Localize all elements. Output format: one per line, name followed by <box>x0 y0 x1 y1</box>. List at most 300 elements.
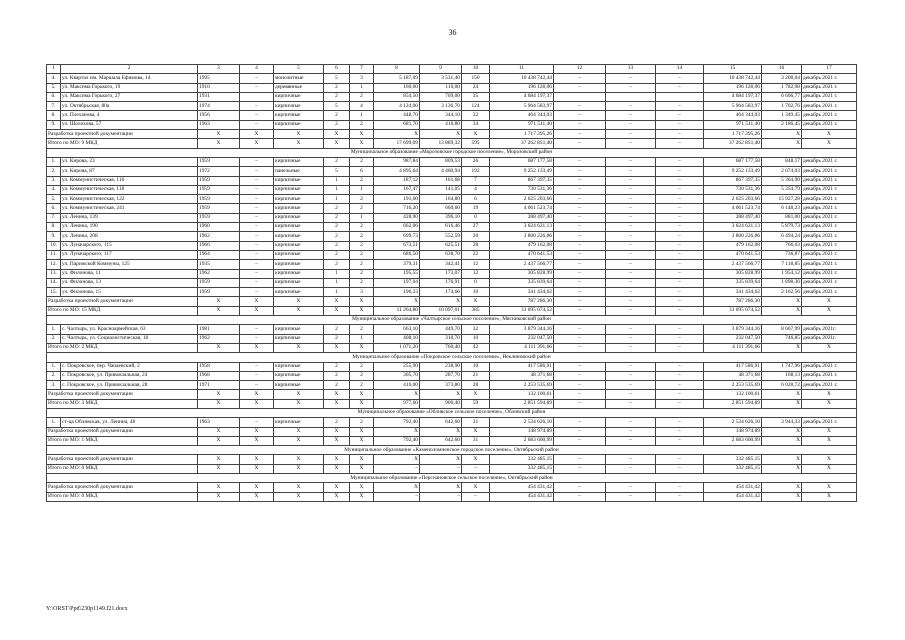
column-number-cell: 5 <box>274 65 324 74</box>
table-cell: X <box>802 130 857 139</box>
table-cell: с. Покровское, пер. Чапаевский, 2 <box>61 362 198 371</box>
table-cell: 736,87 <box>762 250 802 259</box>
table-cell: кирпичные <box>274 325 324 334</box>
table-cell: 3 800 226,86 <box>704 232 762 241</box>
table-cell: – <box>554 111 606 120</box>
table-cell: декабрь 2021 г. <box>802 92 857 101</box>
table-cell: 6 028,72 <box>762 381 802 390</box>
table-cell: 417 586,91 <box>490 362 554 371</box>
table-cell: 2. <box>47 371 61 380</box>
table-cell: X <box>802 483 857 492</box>
table-cell: – <box>554 399 606 408</box>
table-row <box>47 92 857 101</box>
table-cell: 48 371,68 <box>490 371 554 380</box>
table-cell: – <box>554 223 606 232</box>
table-cell: с. Чалтырь, ул. Социалистическая, 18 <box>61 334 198 343</box>
table-cell: – <box>554 325 606 334</box>
table-cell: с. Чалтырь, ул. Красноармейская, 63 <box>61 325 198 334</box>
table-cell: 2 <box>324 157 350 166</box>
table-row <box>47 213 857 222</box>
table-cell: X <box>762 139 802 148</box>
table-cell: – <box>462 492 490 501</box>
municipality-section-row <box>47 316 857 325</box>
table-cell: 9 252 133,49 <box>704 167 762 176</box>
table-cell: X <box>802 436 857 445</box>
table-cell: 1 954,12 <box>762 269 802 278</box>
table-cell: 8. <box>47 223 61 232</box>
table-cell: – <box>656 297 704 306</box>
table-cell: декабрь 2021 г. <box>802 241 857 250</box>
table-cell: 12. <box>47 260 61 269</box>
table-cell: 687 177,58 <box>490 157 554 166</box>
table-cell: X <box>802 139 857 148</box>
table-cell: 454 431,42 <box>490 492 554 501</box>
table-cell: X <box>350 390 374 399</box>
table-cell: – <box>240 260 274 269</box>
table-cell: 2 <box>350 157 374 166</box>
table-cell: – <box>606 390 656 399</box>
table-cell: 1971 <box>198 381 240 390</box>
table-cell: – <box>656 418 704 427</box>
table-cell: ул. Луначарского, 115 <box>61 241 198 250</box>
table-cell: 3 <box>350 74 374 83</box>
table-cell: 167,47 <box>374 185 420 194</box>
table-cell: декабрь 2021 г. <box>802 223 857 232</box>
table-cell: – <box>240 185 274 194</box>
table-cell: монолитные <box>274 74 324 83</box>
table-cell: – <box>554 492 606 501</box>
table-cell: 552,59 <box>420 232 462 241</box>
table-cell: X <box>324 297 350 306</box>
table-cell: – <box>656 427 704 436</box>
table-cell: – <box>554 102 606 111</box>
table-cell: X <box>802 464 857 473</box>
table-cell: – <box>656 204 704 213</box>
table-cell: X <box>762 464 802 473</box>
table-cell: 1 <box>324 288 350 297</box>
table-cell: 13 889,32 <box>420 139 462 148</box>
municipality-section-row <box>47 446 857 455</box>
table-cell: 3 879 344,16 <box>490 325 554 334</box>
table-cell: 32 <box>462 325 490 334</box>
table-row <box>47 223 857 232</box>
table-cell: X <box>324 464 350 473</box>
table-cell: 305 828,99 <box>704 269 762 278</box>
table-cell: X <box>198 455 240 464</box>
table-cell: – <box>554 269 606 278</box>
municipality-section-row <box>47 474 857 483</box>
table-cell: 232 047,50 <box>704 334 762 343</box>
housing-repair-table <box>46 64 857 502</box>
table-cell: 4 <box>462 185 490 194</box>
table-cell: 6 <box>350 167 374 176</box>
table-row <box>47 157 857 166</box>
table-cell: X <box>802 343 857 352</box>
table-cell: 6. <box>47 204 61 213</box>
table-cell: – <box>606 492 656 501</box>
table-cell: – <box>606 241 656 250</box>
table-cell: 1. <box>47 362 61 371</box>
table-cell: 7 <box>462 176 490 185</box>
table-cell: – <box>606 436 656 445</box>
table-row <box>47 362 857 371</box>
table-cell: кирпичные <box>274 204 324 213</box>
table-cell: 1935 <box>198 260 240 269</box>
table-cell: – <box>656 464 704 473</box>
table-cell: – <box>656 325 704 334</box>
column-number-cell: 12 <box>554 65 606 74</box>
table-cell: 59 <box>462 399 490 408</box>
table-cell: – <box>240 204 274 213</box>
table-cell: 5 <box>324 74 350 83</box>
table-cell: 1981 <box>198 325 240 334</box>
table-cell: 37 262 851,40 <box>490 139 554 148</box>
table-cell: 10. <box>47 241 61 250</box>
table-cell: X <box>274 464 324 473</box>
table-cell: 1 <box>350 185 374 194</box>
table-cell: – <box>606 483 656 492</box>
table-cell <box>554 92 606 101</box>
table-cell: 238,90 <box>420 362 462 371</box>
table-cell: 1 <box>350 83 374 92</box>
table-cell: X <box>420 130 462 139</box>
table-cell: X <box>350 130 374 139</box>
table-cell: 3 624 621,13 <box>490 223 554 232</box>
table-cell: 132 100,61 <box>490 390 554 399</box>
table-cell: X <box>350 483 374 492</box>
table-cell: X <box>762 297 802 306</box>
table-cell: ул. Октябрьская, 80а <box>61 102 198 111</box>
table-cell: 160,00 <box>374 83 420 92</box>
table-cell: деревянные <box>274 83 324 92</box>
summary-label: Разработка проектной документации <box>47 297 198 306</box>
table-cell: X <box>802 297 857 306</box>
table-cell: 662,06 <box>374 223 420 232</box>
table-cell: 2 <box>324 381 350 390</box>
summary-label: Разработка проектной документации <box>47 390 198 399</box>
table-cell: X <box>350 427 374 436</box>
table-cell: 132 100,61 <box>704 390 762 399</box>
table-cell: 6. <box>47 92 61 101</box>
table-cell: X <box>462 483 490 492</box>
table-row <box>47 334 857 343</box>
table-cell: – <box>554 306 606 315</box>
table-cell: 1. <box>47 157 61 166</box>
table-cell: 625,51 <box>420 241 462 250</box>
table-cell: – <box>606 167 656 176</box>
table-cell: 3. <box>47 381 61 390</box>
table-cell: X <box>324 343 350 352</box>
table-cell: 5 364,90 <box>762 176 802 185</box>
table-row <box>47 269 857 278</box>
table-cell: 1956 <box>198 111 240 120</box>
table-cell: – <box>656 241 704 250</box>
table-cell: 663,10 <box>374 325 420 334</box>
table-cell: X <box>274 492 324 501</box>
table-cell: X <box>350 492 374 501</box>
table-cell: 196,33 <box>374 288 420 297</box>
table-cell: 4. <box>47 185 61 194</box>
table-cell: 3 624 621,13 <box>704 223 762 232</box>
table-cell: X <box>762 427 802 436</box>
table-cell: – <box>420 492 462 501</box>
table-cell: 2 <box>324 213 350 222</box>
table-cell: 15. <box>47 288 61 297</box>
table-cell: 454 431,42 <box>704 483 762 492</box>
table-cell: 1964 <box>198 250 240 259</box>
table-cell: 191,60 <box>374 195 420 204</box>
table-cell: – <box>554 455 606 464</box>
table-cell: – <box>554 204 606 213</box>
table-cell: – <box>606 176 656 185</box>
table-cell: 1 <box>324 185 350 194</box>
table-cell: – <box>656 390 704 399</box>
table-cell: декабрь 2021 г. <box>802 74 857 83</box>
table-cell: 673,51 <box>374 241 420 250</box>
table-cell: 1 782,98 <box>762 83 802 92</box>
table-cell: X <box>374 427 420 436</box>
table-cell: – <box>606 223 656 232</box>
summary-row <box>47 390 857 399</box>
table-cell: 9. <box>47 232 61 241</box>
table-cell: 2 <box>350 371 374 380</box>
table-cell: – <box>240 278 274 287</box>
table-cell: 8. <box>47 111 61 120</box>
table-cell: 161,68 <box>420 176 462 185</box>
table-cell: 7 118,85 <box>762 260 802 269</box>
table-row <box>47 176 857 185</box>
table-cell: 20 <box>462 232 490 241</box>
table-row <box>47 74 857 83</box>
table-cell: X <box>802 306 857 315</box>
table-cell: 479 162,08 <box>490 241 554 250</box>
table-cell: X <box>350 455 374 464</box>
table-cell: – <box>554 232 606 241</box>
table-cell: 5 <box>324 167 350 176</box>
table-cell: 4 061 523,74 <box>704 204 762 213</box>
table-cell: декабрь 2021г. <box>802 325 857 334</box>
table-cell: 2. <box>47 334 61 343</box>
table-cell: – <box>554 250 606 259</box>
table-cell: X <box>198 130 240 139</box>
table-cell: 1 <box>350 111 374 120</box>
table-cell: – <box>606 464 656 473</box>
table-cell: 792,40 <box>374 418 420 427</box>
municipality-section-row <box>47 148 857 157</box>
column-number-cell: 3 <box>198 65 240 74</box>
table-cell: X <box>762 306 802 315</box>
column-number-cell: 14 <box>656 65 704 74</box>
table-cell: с. Покровское, ул. Привокзальная, 28 <box>61 381 198 390</box>
table-cell: 1959 <box>198 278 240 287</box>
table-cell: 2 <box>324 418 350 427</box>
table-cell: 2 <box>350 120 374 129</box>
table-cell: X <box>420 297 462 306</box>
table-cell: – <box>606 139 656 148</box>
table-cell: 638,70 <box>420 250 462 259</box>
table-cell: 787 286,30 <box>490 297 554 306</box>
table-cell: – <box>656 362 704 371</box>
table-row <box>47 278 857 287</box>
table-cell: кирпичные <box>274 195 324 204</box>
table-cell: X <box>420 483 462 492</box>
table-cell: X <box>240 436 274 445</box>
table-cell: X <box>274 390 324 399</box>
table-cell: 10 097,01 <box>420 306 462 315</box>
table-cell: 449,70 <box>420 325 462 334</box>
column-number-cell: 2 <box>61 65 198 74</box>
table-cell: – <box>554 130 606 139</box>
table-cell: ул. Ленина, 139 <box>61 213 198 222</box>
table-cell: – <box>554 157 606 166</box>
table-cell: 2 <box>350 278 374 287</box>
table-cell: 6 494,24 <box>762 232 802 241</box>
table-cell: – <box>554 74 606 83</box>
table-cell: – <box>554 278 606 287</box>
table-cell: 1931 <box>198 92 240 101</box>
table-cell: – <box>656 269 704 278</box>
table-cell: X <box>462 390 490 399</box>
table-cell: 2 253 535,69 <box>490 381 554 390</box>
table-cell: X <box>802 455 857 464</box>
table-cell: X <box>350 343 374 352</box>
table-cell: 681,70 <box>374 120 420 129</box>
table-cell: 2. <box>47 167 61 176</box>
table-cell: – <box>240 381 274 390</box>
municipality-title: Муниципальное образование «Персиановское сельское поселение», Октябрьский район <box>47 474 857 483</box>
table-cell: 4 111 391,66 <box>704 343 762 352</box>
table-cell: – <box>554 176 606 185</box>
table-cell: X <box>762 399 802 408</box>
table-cell: – <box>606 111 656 120</box>
table-cell: – <box>554 427 606 436</box>
table-cell: – <box>240 269 274 278</box>
table-cell: 2 <box>350 260 374 269</box>
table-cell: 305 828,99 <box>490 269 554 278</box>
table-cell: X <box>374 390 420 399</box>
table-cell: – <box>656 213 704 222</box>
table-cell: – <box>240 83 274 92</box>
summary-label: Разработка проектной документации <box>47 455 198 464</box>
table-cell: ул. Коммунистическая, 118 <box>61 185 198 194</box>
table-cell: – <box>240 111 274 120</box>
column-number-cell: 16 <box>762 65 802 74</box>
column-number-header-row <box>47 65 857 74</box>
table-cell: 24 <box>462 83 490 92</box>
column-number-cell: 13 <box>606 65 656 74</box>
table-cell: 1 <box>324 176 350 185</box>
table-cell: X <box>324 483 350 492</box>
table-cell: 746,85 <box>762 334 802 343</box>
table-cell: X <box>420 455 462 464</box>
column-number-cell: 6 <box>324 65 350 74</box>
table-cell: – <box>554 418 606 427</box>
table-cell: – <box>656 83 704 92</box>
table-cell: X <box>240 399 274 408</box>
table-cell: 5 354,79 <box>762 185 802 194</box>
table-cell: – <box>656 288 704 297</box>
table-cell: X <box>324 436 350 445</box>
table-cell: – <box>656 492 704 501</box>
table-cell: – <box>606 102 656 111</box>
table-cell: 2 683 600,99 <box>704 436 762 445</box>
table-cell: кирпичные <box>274 241 324 250</box>
table-cell: 854,50 <box>374 92 420 101</box>
table-cell: 1 747,96 <box>762 362 802 371</box>
summary-label: Разработка проектной документации <box>47 130 198 139</box>
table-row <box>47 83 857 92</box>
table-cell: ул. Филонова, 15 <box>61 288 198 297</box>
table-cell: X <box>324 492 350 501</box>
summary-row <box>47 464 857 473</box>
table-row <box>47 102 857 111</box>
table-cell: X <box>198 464 240 473</box>
table-cell: – <box>554 436 606 445</box>
table-cell: X <box>350 139 374 148</box>
table-cell: 4 460,94 <box>420 167 462 176</box>
table-cell: X <box>198 483 240 492</box>
table-cell: – <box>656 195 704 204</box>
table-cell: 11. <box>47 250 61 259</box>
table-cell: 9 252 133,49 <box>490 167 554 176</box>
table-cell: – <box>240 195 274 204</box>
table-cell: ул. Коммунистическая, 116 <box>61 176 198 185</box>
table-cell: 987,84 <box>374 157 420 166</box>
table-cell: X <box>198 306 240 315</box>
table-cell: кирпичные <box>274 92 324 101</box>
table-cell: 3 800 226,86 <box>490 232 554 241</box>
table-cell: ул. Филонова, 13 <box>61 278 198 287</box>
table-cell: 288 497,40 <box>704 213 762 222</box>
table-row <box>47 120 857 129</box>
table-cell: 305,70 <box>374 371 420 380</box>
table-cell: 335 839,64 <box>704 278 762 287</box>
municipality-section-row <box>47 353 857 362</box>
table-cell: кирпичные <box>274 250 324 259</box>
table-cell: – <box>656 371 704 380</box>
table-cell: – <box>606 232 656 241</box>
table-cell: 396,10 <box>420 213 462 222</box>
table-cell: X <box>420 427 462 436</box>
table-cell: 792,40 <box>374 436 420 445</box>
table-cell: X <box>802 390 857 399</box>
table-cell: X <box>324 130 350 139</box>
table-cell: 1910 <box>198 83 240 92</box>
table-cell: – <box>606 334 656 343</box>
table-cell: 28 <box>462 241 490 250</box>
table-cell: 2 <box>350 418 374 427</box>
table-cell: 31 <box>462 418 490 427</box>
table-cell: декабрь 2021г. <box>802 334 857 343</box>
table-cell: 192 <box>462 167 490 176</box>
table-cell: X <box>240 297 274 306</box>
table-cell: 3 531,40 <box>420 74 462 83</box>
table-cell: X <box>274 399 324 408</box>
table-cell: декабрь 2021 г. <box>802 204 857 213</box>
summary-row <box>47 455 857 464</box>
table-cell: 454 431,42 <box>704 492 762 501</box>
table-row <box>47 371 857 380</box>
table-cell: – <box>240 157 274 166</box>
summary-label: Итого по МО: 1 МКД <box>47 436 198 445</box>
table-cell: – <box>656 130 704 139</box>
table-cell: 1. <box>47 325 61 334</box>
table-cell: декабрь 2021 г. <box>802 260 857 269</box>
table-cell: 2 534 626,10 <box>704 418 762 427</box>
table-cell: декабрь 2021 г. <box>802 185 857 194</box>
table-cell: X <box>374 130 420 139</box>
table-cell: 1 071,20 <box>374 343 420 352</box>
